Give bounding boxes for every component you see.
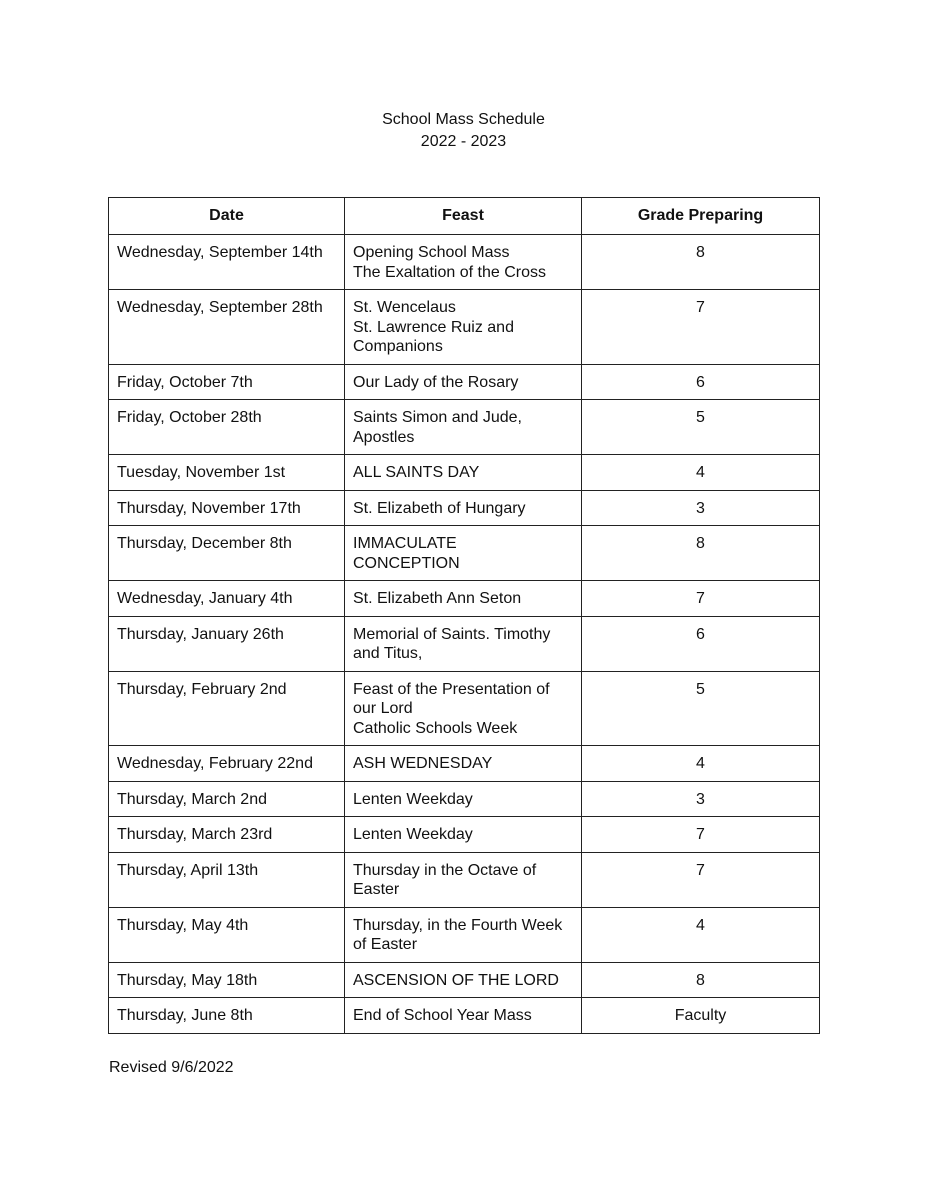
feast-line: CONCEPTION [353,554,460,572]
feast-line: of Easter [353,936,418,953]
table-row [109,526,820,581]
feast-cell [345,290,582,365]
grade-cell: 7 [582,817,820,853]
feast-line: Easter [353,881,400,898]
document-title: School Mass Schedule [382,111,545,128]
table-row [109,781,820,817]
feast-cell [345,526,582,581]
grade-cell: 8 [582,962,820,998]
table-row [109,671,820,746]
feast-line: The Exaltation of the Cross [353,263,546,281]
date-cell: Wednesday, January 4th [109,581,345,617]
date-cell: Thursday, March 2nd [109,781,345,817]
date-cell: Thursday, January 26th [109,616,345,671]
feast-cell [345,746,582,782]
feast-line: St. Elizabeth Ann Seton [353,590,522,607]
grade-cell: 5 [582,671,820,746]
feast-cell [345,998,582,1034]
table-header-row [109,198,820,235]
feast-line: End of School Year Mass [353,1007,532,1024]
table-row [109,907,820,962]
column-header-feast: Feast [345,198,582,235]
feast-cell [345,852,582,907]
date-cell: Thursday, March 23rd [109,817,345,853]
feast-line: ASCENSION OF THE LORD [353,971,559,989]
table-row [109,852,820,907]
table-row [109,817,820,853]
school-year: 2022 - 2023 [420,133,507,150]
feast-line: Thursday, in the Fourth Week [353,916,563,934]
grade-cell: 8 [582,526,820,581]
date-cell: Wednesday, February 22nd [109,746,345,782]
grade-cell: 4 [582,746,820,782]
grade-cell: 7 [582,852,820,907]
feast-line: Feast of the Presentation of [353,680,550,698]
table-row [109,616,820,671]
table-row [109,235,820,290]
feast-line: Companions [353,338,443,355]
feast-line: Lenten Weekday [353,826,473,843]
date-cell: Tuesday, November 1st [109,455,345,491]
feast-line: Opening School Mass [353,244,510,261]
feast-line: Lenten Weekday [353,790,473,808]
grade-cell: Faculty [582,998,820,1034]
date-cell: Thursday, December 8th [109,526,345,581]
table-row [109,998,820,1034]
date-cell: Thursday, April 13th [109,852,345,907]
feast-cell [345,962,582,998]
table-body [109,235,820,1034]
grade-cell: 7 [582,290,820,365]
feast-cell [345,490,582,526]
grade-cell: 4 [582,907,820,962]
table-row [109,400,820,455]
feast-line: Our Lady of the Rosary [353,373,519,391]
grade-cell: 5 [582,400,820,455]
document-title-block [0,109,927,153]
feast-cell [345,235,582,290]
table-row [109,490,820,526]
feast-line: ALL SAINTS DAY [353,464,480,481]
date-cell: Thursday, February 2nd [109,671,345,746]
mass-schedule-table [108,197,820,1034]
feast-cell [345,581,582,617]
feast-line: St. Lawrence Ruiz and [353,318,514,336]
table-row [109,455,820,491]
feast-cell [345,400,582,455]
feast-line: IMMACULATE [353,535,457,552]
table-row [109,364,820,400]
grade-cell: 6 [582,364,820,400]
feast-line: Apostles [353,428,415,446]
feast-line: Thursday in the Octave of [353,861,537,879]
table-row [109,290,820,365]
date-cell: Wednesday, September 14th [109,235,345,290]
feast-line: and Titus, [353,645,423,662]
date-cell: Thursday, May 18th [109,962,345,998]
feast-line: St. Elizabeth of Hungary [353,499,526,517]
grade-cell: 7 [582,581,820,617]
column-header-date: Date [109,198,345,235]
date-cell: Friday, October 28th [109,400,345,455]
feast-line: our Lord [353,700,413,717]
table-row [109,962,820,998]
feast-cell [345,907,582,962]
grade-cell: 3 [582,781,820,817]
grade-cell: 3 [582,490,820,526]
feast-cell [345,455,582,491]
date-cell: Thursday, May 4th [109,907,345,962]
feast-line: Catholic Schools Week [353,719,518,737]
feast-cell [345,364,582,400]
feast-line: Saints Simon and Jude, [353,409,522,426]
feast-cell [345,781,582,817]
date-cell: Wednesday, September 28th [109,290,345,365]
date-cell: Thursday, November 17th [109,490,345,526]
date-cell: Thursday, June 8th [109,998,345,1034]
feast-line: St. Wencelaus [353,299,456,316]
feast-cell [345,817,582,853]
grade-cell: 4 [582,455,820,491]
feast-line: Memorial of Saints. Timothy [353,625,551,643]
table-row [109,581,820,617]
grade-cell: 8 [582,235,820,290]
table-row [109,746,820,782]
revised-note: Revised 9/6/2022 [109,1059,234,1076]
feast-line: ASH WEDNESDAY [353,755,493,772]
feast-cell [345,671,582,746]
feast-cell [345,616,582,671]
grade-cell: 6 [582,616,820,671]
column-header-grade: Grade Preparing [582,198,820,235]
date-cell: Friday, October 7th [109,364,345,400]
